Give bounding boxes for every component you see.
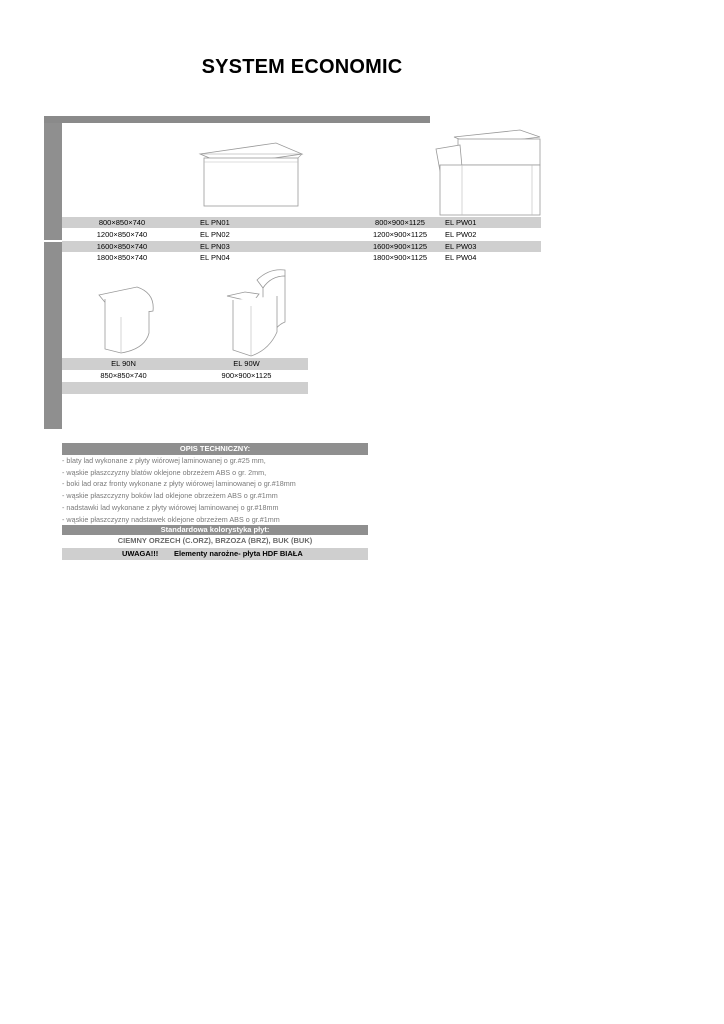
counter-pw-drawing [432,127,544,217]
spec-line: - wąskie płaszczyzny boków lad oklejone obrzeżem ABS o gr.#1mm [62,491,278,500]
product-code: EL PN03 [200,242,230,251]
page-title: SYSTEM ECONOMIC [201,56,403,78]
dimension-label: 800×850×740 [98,218,146,227]
product-code: EL 90W [233,359,260,368]
dimension-label: 900×900×1125 [221,371,272,380]
product-code: EL PN01 [200,218,230,227]
table-row [62,370,308,382]
colors-heading: Standardowa kolorystyka płyt: [62,525,368,535]
product-code: EL 90N [111,359,136,368]
spec-heading: OPIS TECHNICZNY: [62,443,368,455]
side-bar [44,123,62,429]
colors-list: CIEMNY ORZECH (C.ORZ), BRZOZA (BRZ), BUK (BUK) [117,536,313,545]
warning-text: Elementy narożne- płyta HDF BIAŁA [174,549,303,558]
table-row [62,229,541,240]
dimension-label: 1600×900×1125 [372,242,428,251]
product-code: EL PN02 [200,230,230,239]
table-row [62,252,541,263]
table-row [62,358,308,370]
warning-row [62,548,368,560]
dimension-label: 1800×850×740 [96,253,148,262]
dimension-label: 1600×850×740 [96,242,148,251]
corner-n-drawing [97,283,159,355]
product-code: EL PW01 [445,218,477,227]
dimension-label: 850×850×740 [100,371,147,380]
spec-line: - wąskie płaszczyzny blatów oklejone obrzeżem ABS o gr. 2mm, [62,468,267,477]
product-code: EL PW02 [445,230,477,239]
spec-line: - blaty lad wykonane z płyty wiórowej laminowanej o gr.#25 mm, [62,456,266,465]
product-code: EL PN04 [200,253,230,262]
spec-line: - nadstawki lad wykonane z płyty wiórowej laminowanej o gr.#18mm [62,503,279,512]
spec-line: - wąskie płaszczyzny nadstawek oklejone obrzeżem ABS o gr.#1mm [62,515,280,524]
dimension-label: 800×900×1125 [375,218,425,227]
warning-label: UWAGA!!! [122,549,159,558]
side-bar-divider [44,240,62,242]
product-code: EL PW03 [445,242,477,251]
table-row-empty [62,382,308,394]
spec-line: - boki lad oraz fronty wykonane z płyty wiórowej laminowanej o gr.#18mm [62,479,296,488]
corner-w-drawing [225,266,289,358]
dimension-label: 1200×850×740 [96,230,148,239]
dimension-label: 1200×900×1125 [372,230,428,239]
product-code: EL PW04 [445,253,477,262]
dimension-label: 1800×900×1125 [372,253,428,262]
table-row [62,217,541,228]
table-row [62,241,541,252]
header-bar [44,116,430,123]
counter-pn-drawing [196,140,306,208]
